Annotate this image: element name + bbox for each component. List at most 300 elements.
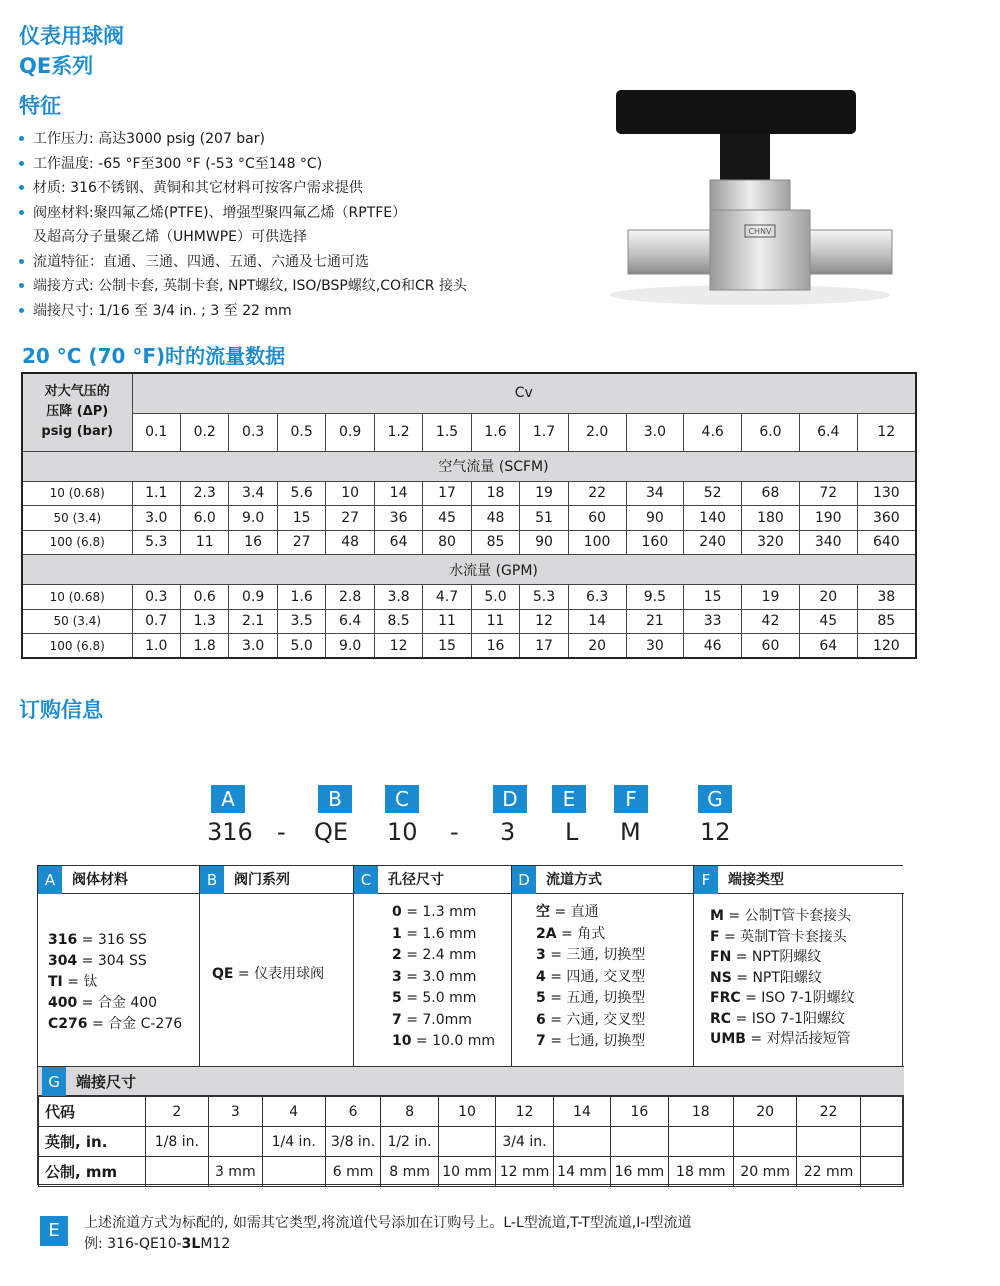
option-item: [536, 924, 693, 946]
option-code: FRC: [710, 990, 741, 1006]
table-cell: 52: [684, 481, 742, 506]
end-size-header: [38, 1066, 904, 1096]
table-cell: 21: [626, 609, 684, 634]
size-cell: [797, 1127, 860, 1157]
option-desc: = 四通, 交叉型: [545, 968, 646, 985]
size-cell: [262, 1157, 325, 1187]
table-cell: 51: [520, 506, 568, 531]
option-desc: = NPT阳螺纹: [731, 969, 822, 986]
size-cell: 14 mm: [553, 1157, 610, 1187]
option-desc: = ISO 7-1阳螺纹: [731, 1010, 846, 1027]
table-cell: 45: [799, 609, 857, 634]
size-cell: 18 mm: [668, 1157, 733, 1187]
right-fitting: [800, 230, 892, 274]
letter-badge: A: [38, 866, 62, 894]
header-line: psig (bar): [41, 424, 114, 440]
option-desc: = NPT阴螺纹: [731, 949, 822, 965]
option-code: RC: [710, 1010, 732, 1027]
letter-badge: F: [694, 866, 718, 894]
option-item: [710, 1029, 904, 1050]
size-cell: 6 mm: [325, 1157, 381, 1187]
column-title: 端接类型: [728, 872, 784, 888]
option-code: C276: [48, 1016, 88, 1032]
cv-values-row: [22, 413, 916, 451]
table-cell: 3.5: [277, 609, 325, 634]
table-cell: 38: [857, 585, 916, 610]
table-cell: 4.7: [423, 585, 471, 610]
table-cell: 3.4: [229, 481, 277, 506]
size-cell: 16 mm: [611, 1157, 668, 1187]
table-cell: 60: [568, 506, 626, 531]
option-item: [48, 930, 199, 951]
size-cell: 1/2 in.: [381, 1127, 438, 1157]
table-cell: 85: [857, 609, 916, 634]
size-cell: 12 mm: [496, 1157, 553, 1187]
cv-value-cell: 1.2: [374, 413, 422, 451]
table-cell: 100: [568, 530, 626, 555]
option-code: 2A: [536, 925, 557, 942]
table-cell: 6.0: [180, 506, 228, 531]
option-item: [710, 968, 904, 989]
column-header: [38, 866, 199, 894]
size-cell: 10: [438, 1097, 495, 1127]
section-title: 端接尺寸: [76, 1073, 137, 1091]
valve-body: [710, 210, 810, 290]
table-cell: 320: [742, 530, 800, 555]
option-desc: = 1.6 mm: [401, 925, 477, 942]
table-cell: 2.3: [180, 481, 228, 506]
cv-value-cell: 3.0: [626, 413, 684, 451]
table-cell: 27: [326, 506, 374, 531]
option-item: [392, 988, 511, 1010]
option-code: 0: [392, 904, 402, 920]
code-letter-a: A: [211, 785, 245, 813]
option-code: FN: [710, 949, 732, 965]
flow-table-title: 20 °C (70 °F)时的流量数据: [22, 344, 286, 368]
section-spacer: [22, 555, 132, 585]
feature-list: [17, 127, 577, 323]
table-cell: 60: [742, 634, 800, 659]
option-item: [710, 1009, 904, 1030]
table-cell: 8.5: [374, 609, 422, 634]
hex-nut: [710, 180, 790, 210]
size-cell: 8 mm: [381, 1157, 438, 1187]
option-item: [212, 964, 353, 985]
table-cell: 10: [326, 481, 374, 506]
row-label: 公制, mm: [39, 1157, 146, 1187]
option-item: [48, 993, 199, 1014]
column-items: [694, 894, 904, 1066]
cv-value-cell: 4.6: [684, 413, 742, 451]
code-part: QE: [314, 818, 349, 846]
option-code: 400: [48, 995, 78, 1011]
code-letter-d: D: [493, 785, 527, 813]
option-desc: = 3.0 mm: [401, 968, 477, 985]
table-cell: 22: [568, 481, 626, 506]
option-code: NS: [710, 969, 732, 986]
list-item: 及超高分子量聚乙烯（UHMWPE）可供选择: [33, 229, 307, 245]
option-code: 304: [48, 953, 78, 969]
option-code: 7: [392, 1011, 402, 1028]
table-cell: 90: [626, 506, 684, 531]
table-cell: 140: [684, 506, 742, 531]
table-cell: 5.3: [520, 585, 568, 610]
table-cell: 17: [520, 634, 568, 659]
column-title: 阀体材料: [72, 872, 128, 888]
option-code: 6: [536, 1011, 546, 1028]
table-cell: 64: [799, 634, 857, 659]
option-code: 3: [536, 947, 546, 963]
size-cell: 4: [262, 1097, 325, 1127]
section-row: [22, 555, 916, 585]
code-part: 316: [207, 818, 253, 846]
size-cell: 18: [668, 1097, 733, 1127]
size-cell: 6: [325, 1097, 381, 1127]
option-code: QE: [212, 966, 234, 982]
mm-row: [39, 1157, 904, 1187]
row-label: 100 (6.8): [22, 530, 132, 555]
code-letter-e: E: [552, 785, 586, 813]
table-cell: 120: [857, 634, 916, 659]
table-cell: 1.0: [132, 634, 180, 659]
code-part: M: [620, 818, 641, 846]
option-item: [710, 947, 904, 968]
option-item: [536, 1010, 693, 1032]
cv-value-cell: 6.0: [742, 413, 800, 451]
table-cell: 14: [374, 481, 422, 506]
letter-badge: B: [200, 866, 224, 894]
table-cell: 11: [180, 530, 228, 555]
table-cell: 3.0: [229, 634, 277, 659]
letter-badge: G: [42, 1067, 66, 1097]
section-spacer: [22, 451, 132, 481]
left-fitting: [628, 230, 720, 274]
letter-badge: D: [512, 866, 536, 894]
cv-value-cell: 6.4: [799, 413, 857, 451]
size-cell: 3 mm: [209, 1157, 263, 1187]
table-cell: 18: [471, 481, 519, 506]
option-item: [536, 902, 693, 924]
column-header: [694, 866, 904, 894]
size-cell: 14: [553, 1097, 610, 1127]
option-item: [710, 988, 904, 1009]
table-cell: 240: [684, 530, 742, 555]
code-part: 12: [700, 818, 731, 846]
size-cell: [668, 1127, 733, 1157]
option-item: [392, 924, 511, 946]
code-part: 10: [387, 818, 418, 846]
code-letter-c: C: [385, 785, 419, 813]
cv-value-cell: 0.1: [132, 413, 180, 451]
table-cell: 1.3: [180, 609, 228, 634]
column-items: [200, 894, 353, 1066]
option-code: UMB: [710, 1031, 746, 1047]
header-line: 压降 (ΔP): [46, 404, 109, 420]
option-desc: = 六通, 交叉型: [545, 1011, 646, 1028]
option-desc: = 仪表用球阀: [233, 966, 325, 982]
option-code: 4: [536, 968, 546, 985]
brand-text: CHNV: [748, 227, 772, 236]
table-cell: 17: [423, 481, 471, 506]
table-cell: 9.0: [229, 506, 277, 531]
table-cell: 15: [423, 634, 471, 659]
size-cell: [733, 1127, 796, 1157]
size-cell: [860, 1127, 903, 1157]
row-label: 50 (3.4): [22, 506, 132, 531]
option-item: [48, 1014, 199, 1035]
table-cell: 360: [857, 506, 916, 531]
column-header: [354, 866, 511, 894]
option-item: [710, 927, 904, 948]
table-cell: 5.3: [132, 530, 180, 555]
list-item: 流道特征：直通、三通、四通、五通、六通及七通可选: [17, 250, 577, 275]
option-desc: = 10.0 mm: [411, 1033, 496, 1049]
size-cell: [860, 1097, 903, 1127]
code-part: -: [450, 818, 459, 846]
option-desc: = 公制T管卡套接头: [723, 908, 852, 924]
size-cell: 1/8 in.: [145, 1127, 208, 1157]
option-item: [536, 988, 693, 1010]
end-size-table: [38, 1096, 904, 1187]
list-item: 材质: 316不锈钢、黄铜和其它材料可按客户需求提供: [17, 176, 577, 201]
option-item: [48, 951, 199, 972]
example-prefix: 例: 316-QE10-: [84, 1236, 182, 1252]
option-item: [392, 902, 511, 924]
cv-value-cell: 0.3: [229, 413, 277, 451]
table-cell: 12: [374, 634, 422, 659]
option-desc: = 1.3 mm: [401, 904, 477, 920]
table-cell: 19: [520, 481, 568, 506]
table-cell: 130: [857, 481, 916, 506]
table-cell: 0.6: [180, 585, 228, 610]
table-cell: 36: [374, 506, 422, 531]
code-part: L: [565, 818, 579, 846]
header-line: 对大气压的: [44, 384, 110, 400]
table-cell: 640: [857, 530, 916, 555]
table-cell: 68: [742, 481, 800, 506]
table-row: [22, 609, 916, 634]
size-cell: 20 mm: [733, 1157, 796, 1187]
option-code: 316: [48, 932, 78, 948]
ordering-table: [37, 865, 903, 1185]
size-cell: [611, 1127, 668, 1157]
size-cell: [860, 1157, 903, 1187]
cv-value-cell: 0.2: [180, 413, 228, 451]
option-code: 5: [392, 990, 402, 1006]
table-cell: 85: [471, 530, 519, 555]
column-valve-series: [200, 866, 354, 1066]
page-title: 仪表用球阀: [19, 24, 124, 48]
option-desc: = 5.0 mm: [401, 990, 477, 1006]
table-cell: 11: [471, 609, 519, 634]
table-cell: 34: [626, 481, 684, 506]
size-cell: 22: [797, 1097, 860, 1127]
note-example: [84, 1233, 230, 1253]
list-item: 端接方式: 公制卡套, 英制卡套, NPT螺纹, ISO/BSP螺纹,CO和CR 接头: [17, 274, 577, 299]
table-cell: 5.0: [277, 634, 325, 659]
section-label: 空气流量 (SCFM): [132, 451, 916, 481]
option-code: 10: [392, 1033, 412, 1049]
option-code: M: [710, 908, 724, 924]
example-suffix: M12: [200, 1236, 231, 1252]
table-cell: 15: [684, 585, 742, 610]
code-letter-b: B: [318, 785, 352, 813]
table-cell: 45: [423, 506, 471, 531]
ball-valve-image: [600, 80, 900, 310]
table-cell: 11: [423, 609, 471, 634]
option-code: 1: [392, 925, 402, 942]
size-cell: 8: [381, 1097, 438, 1127]
size-cell: 20: [733, 1097, 796, 1127]
table-cell: 19: [742, 585, 800, 610]
column-header: [512, 866, 693, 894]
table-cell: 0.3: [132, 585, 180, 610]
column-items: [38, 894, 199, 1066]
option-item: [48, 972, 199, 993]
option-item: [536, 967, 693, 989]
size-cell: 2: [145, 1097, 208, 1127]
section-row: [22, 451, 916, 481]
option-item: [710, 906, 904, 927]
table-cell: 190: [799, 506, 857, 531]
code-part: 3: [500, 818, 516, 846]
option-desc: = 304 SS: [77, 953, 147, 969]
table-cell: 5.0: [471, 585, 519, 610]
column-end-type: [694, 866, 904, 1066]
table-cell: 5.6: [277, 481, 325, 506]
letter-badge: C: [354, 866, 378, 894]
size-cell: [145, 1157, 208, 1187]
table-cell: 340: [799, 530, 857, 555]
table-cell: 180: [742, 506, 800, 531]
note-text: 上述流道方式为标配的, 如需其它类型,将流道代号添加在订购号上。L-L型流道,T-T型流道,I-I型流道: [84, 1215, 692, 1231]
option-code: 空: [536, 904, 550, 920]
column-items: [512, 894, 693, 1066]
option-desc: = 英制T管卡套接头: [719, 928, 847, 945]
code-part: -: [277, 818, 286, 846]
table-cell: 27: [277, 530, 325, 555]
size-cell: 16: [611, 1097, 668, 1127]
option-item: [392, 1010, 511, 1032]
option-desc: = 对焊活接短管: [745, 1031, 851, 1047]
size-cell: 22 mm: [797, 1157, 860, 1187]
handle-neck: [720, 134, 770, 184]
column-title: 阀门系列: [234, 872, 290, 888]
row-label: 英制, in.: [39, 1127, 146, 1157]
table-cell: 160: [626, 530, 684, 555]
table-cell: 33: [684, 609, 742, 634]
column-title: 孔径尺寸: [388, 872, 444, 888]
table-cell: 20: [799, 585, 857, 610]
table-cell: 3.8: [374, 585, 422, 610]
example-highlight: 3L: [181, 1236, 201, 1252]
list-item: 端接尺寸: 1/16 至 3/4 in. ; 3 至 22 mm: [17, 299, 577, 324]
table-cell: 9.0: [326, 634, 374, 659]
cv-value-cell: 1.7: [520, 413, 568, 451]
option-item: [392, 967, 511, 989]
option-code: F: [710, 928, 720, 945]
column-header: [200, 866, 353, 894]
table-cell: 0.7: [132, 609, 180, 634]
column-title: 流道方式: [546, 872, 602, 888]
features-title: 特征: [19, 94, 61, 118]
row-label: 10 (0.68): [22, 481, 132, 506]
row-label: 50 (3.4): [22, 609, 132, 634]
cv-value-cell: 1.5: [423, 413, 471, 451]
note-letter-badge: E: [40, 1216, 68, 1246]
table-cell: 12: [520, 609, 568, 634]
option-desc: = 合金 C-276: [87, 1016, 183, 1032]
table-cell: 16: [471, 634, 519, 659]
option-desc: = 七通, 切换型: [545, 1033, 646, 1049]
option-desc: = 三通, 切换型: [545, 947, 646, 963]
table-cell: 90: [520, 530, 568, 555]
table-cell: 1.1: [132, 481, 180, 506]
table-cell: 46: [684, 634, 742, 659]
option-item: [392, 1031, 511, 1053]
inch-row: [39, 1127, 904, 1157]
table-row: [22, 585, 916, 610]
table-cell: 16: [229, 530, 277, 555]
table-cell: 3.0: [132, 506, 180, 531]
code-letter-g: G: [698, 785, 732, 813]
table-row: [22, 481, 916, 506]
option-item: [392, 945, 511, 967]
size-cell: [438, 1127, 495, 1157]
column-body-material: [38, 866, 200, 1066]
table-cell: 0.9: [229, 585, 277, 610]
row-label: 代码: [39, 1097, 146, 1127]
table-cell: 80: [423, 530, 471, 555]
cv-value-cell: 1.6: [471, 413, 519, 451]
size-cell: 1/4 in.: [262, 1127, 325, 1157]
option-desc: = 2.4 mm: [401, 947, 477, 963]
option-desc: = 合金 400: [77, 995, 158, 1011]
table-cell: 48: [471, 506, 519, 531]
cv-value-cell: 2.0: [568, 413, 626, 451]
table-cell: 20: [568, 634, 626, 659]
table-row: [22, 506, 916, 531]
option-code: 7: [536, 1033, 546, 1049]
flow-table: [21, 372, 917, 659]
column-items: [354, 894, 511, 1066]
list-item: 工作压力: 高达3000 psig (207 bar): [17, 127, 577, 152]
size-cell: 3: [209, 1097, 263, 1127]
table-cell: 9.5: [626, 585, 684, 610]
table-cell: 6.3: [568, 585, 626, 610]
size-cell: 3/8 in.: [325, 1127, 381, 1157]
table-cell: 42: [742, 609, 800, 634]
size-cell: [209, 1127, 263, 1157]
option-desc: = 钛: [62, 974, 98, 990]
table-cell: 15: [277, 506, 325, 531]
table-cell: 1.6: [277, 585, 325, 610]
section-label: 水流量 (GPM): [132, 555, 916, 585]
flow-header-row: [22, 373, 916, 413]
table-row: [22, 530, 916, 555]
code-letter-f: F: [614, 785, 648, 813]
option-code: 5: [536, 990, 546, 1006]
size-cell: [553, 1127, 610, 1157]
row-label: 100 (6.8): [22, 634, 132, 659]
option-desc: = 316 SS: [77, 932, 147, 948]
list-item: 阀座材料:聚四氟乙烯(PTFE)、增强型聚四氟乙烯（RPTFE）: [17, 201, 577, 226]
table-cell: 1.8: [180, 634, 228, 659]
option-desc: = 角式: [556, 925, 606, 942]
option-desc: = 五通, 切换型: [545, 990, 646, 1006]
option-code: 3: [392, 968, 402, 985]
column-orifice: [354, 866, 512, 1066]
